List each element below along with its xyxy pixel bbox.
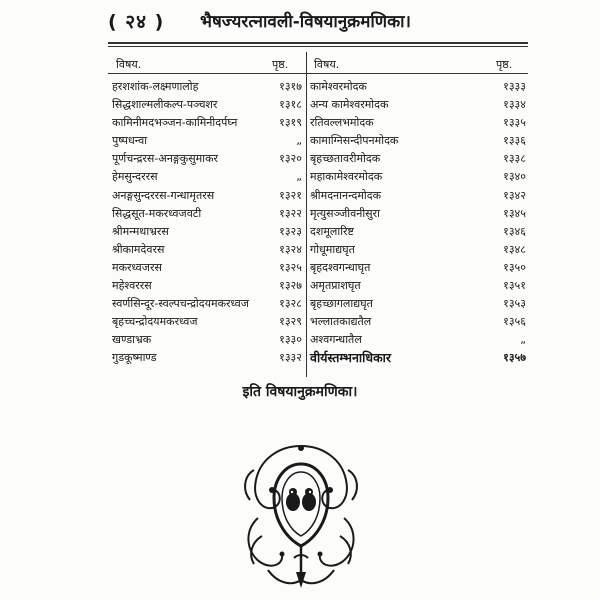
floral-vignette-icon — [238, 440, 364, 590]
contents-entry — [310, 150, 528, 168]
entry-page-number: १३२७ — [279, 279, 302, 293]
entry-title: मृत्युसञ्जीवनीसुरा — [310, 206, 380, 220]
top-rule — [108, 42, 528, 44]
entry-title: कामेश्वरमोदक — [310, 80, 367, 93]
entry-page-number: १३१७ — [279, 80, 302, 93]
entry-page-number: १३४० — [503, 170, 526, 184]
contents-entry — [310, 187, 528, 205]
contents-entry — [112, 223, 304, 241]
top-rule-thin — [108, 46, 528, 47]
entry-title: हेमसुन्दररस — [112, 170, 158, 184]
entry-title: बृहच्छागलाद्यघृत — [310, 297, 373, 311]
entry-page-number: १३२८ — [279, 297, 302, 311]
contents-entry — [112, 96, 304, 114]
contents-entry — [112, 259, 304, 277]
entry-title: बृहदश्वगन्धाघृत — [310, 260, 371, 274]
entry-page-number: १३४५ — [503, 206, 526, 220]
entry-page-number: १३२० — [279, 152, 302, 166]
entry-page-number: १३५३ — [503, 297, 526, 311]
entry-title: महेश्वररस — [112, 279, 152, 293]
entry-page-number: १३२३ — [279, 224, 302, 238]
right-contents-column — [310, 78, 528, 368]
contents-entry — [112, 187, 304, 205]
entry-title: अनङ्गसुन्दररस-गन्धामृतरस — [112, 188, 215, 202]
right-page-label: पृष्ठ. — [496, 58, 513, 71]
entry-title: अन्य कामेश्वरमोदक — [310, 98, 389, 112]
entry-title: सिद्धसूत-मकरध्वजवटी — [112, 206, 202, 220]
entry-page-number: „ — [296, 170, 302, 184]
entry-title: अश्वगन्धातैल — [310, 333, 362, 347]
entry-page-number: १३४२ — [503, 188, 526, 202]
entry-page-number: १३४८ — [503, 242, 526, 256]
contents-entry — [112, 277, 304, 295]
entry-page-number: १३२२ — [279, 206, 302, 220]
contents-entry — [112, 313, 304, 331]
contents-entry — [310, 277, 528, 295]
contents-entry — [310, 331, 528, 349]
entry-page-number: १३२५ — [279, 260, 302, 274]
contents-entry — [310, 223, 528, 241]
contents-entry — [112, 295, 304, 313]
entry-page-number: १३३८ — [503, 152, 526, 166]
contents-entry — [112, 78, 304, 96]
entry-page-number: १३३२ — [279, 351, 302, 365]
page-header — [108, 6, 528, 36]
contents-entry — [310, 259, 528, 277]
entry-title: वीर्यस्तम्भनाधिकार — [310, 350, 392, 366]
entry-title: श्रीकामदेवरस — [112, 242, 165, 256]
contents-entry — [112, 114, 304, 132]
left-subject-label: विषय. — [116, 58, 142, 71]
entry-page-number: १३५७ — [503, 351, 526, 365]
entry-page-number: „ — [520, 333, 526, 347]
contents-entry — [310, 349, 528, 367]
entry-page-number: १३२९ — [279, 315, 302, 329]
entry-page-number: १३३० — [279, 333, 302, 347]
left-page-label: पृष्ठ. — [272, 58, 289, 71]
entry-page-number: १३५६ — [503, 315, 526, 329]
contents-entry — [112, 241, 304, 259]
entry-title: भल्लातकाद्यतैल — [310, 315, 372, 329]
contents-entry — [112, 205, 304, 223]
contents-entry — [310, 205, 528, 223]
contents-entry — [310, 295, 528, 313]
entry-page-number: १३२४ — [279, 242, 302, 256]
entry-page-number: १३३३ — [503, 80, 526, 93]
contents-entry — [310, 114, 528, 132]
entry-title: मकरध्वजरस — [112, 260, 162, 274]
entry-title: दशमूलारिष्ट — [310, 224, 354, 238]
entry-title: श्रीमदनानन्दमोदक — [310, 188, 382, 202]
contents-entry — [310, 132, 528, 150]
entry-title: बृहच्छतावरीमोदक — [310, 152, 381, 166]
contents-entry — [112, 168, 304, 186]
contents-entry — [112, 349, 304, 367]
entry-title: श्रीमन्मथाभ्ररस — [112, 224, 169, 238]
header-underline — [108, 73, 528, 74]
contents-entry — [310, 241, 528, 259]
entry-title: कामिनीमदभञ्जन-कामिनीदर्पघ्न — [112, 116, 238, 130]
entry-page-number: १३३५ — [503, 116, 526, 130]
entry-page-number: १३५० — [503, 260, 526, 274]
entry-title: रतिवल्लभमोदक — [310, 116, 374, 130]
entry-page-number: १३१८ — [279, 98, 302, 112]
entry-title: अमृतप्राशघृत — [310, 279, 361, 293]
contents-entry — [310, 78, 528, 96]
entry-title: पूर्णचन्द्ररस-अनङ्गकुसुमाकर — [112, 152, 219, 166]
entry-title: महाकामेश्वरमोदक — [310, 170, 383, 184]
contents-entry — [112, 150, 304, 168]
entry-title: खण्डाभ्रक — [112, 333, 152, 347]
right-subject-label: विषय. — [314, 58, 340, 71]
column-divider — [306, 52, 307, 377]
entry-title: हरशशांक-लक्ष्मणालोह — [112, 80, 199, 93]
entry-title: सिद्धशाल्मलीकल्प-पञ्चशर — [112, 98, 218, 112]
entry-page-number: १३४६ — [503, 224, 526, 238]
entry-page-number: १३३६ — [503, 134, 526, 148]
entry-page-number: १३३४ — [503, 98, 526, 112]
contents-entry — [112, 331, 304, 349]
book-title: भैषज्यरत्नावली-विषयानुक्रमणिका। — [200, 12, 412, 32]
entry-title: बृहच्चन्द्रोदयमकरध्वज — [112, 315, 198, 329]
entry-title: गुडकूष्माण्ड — [112, 351, 157, 365]
entry-page-number: „ — [296, 134, 302, 148]
entry-title: पुष्पधन्वा — [112, 134, 148, 148]
closing-line: इति विषयानुक्रमणिका। — [242, 384, 358, 400]
entry-page-number: १३५१ — [503, 279, 526, 293]
entry-title: स्वर्णसिन्दूर-स्वल्पचन्द्रोदयमकरध्वज — [112, 297, 249, 311]
contents-entry — [310, 96, 528, 114]
page-number: ( २४ ) — [108, 11, 165, 33]
contents-entry — [112, 132, 304, 150]
entry-title: गोधूमाद्यघृत — [310, 242, 355, 256]
entry-page-number: १३१९ — [279, 116, 302, 130]
vignette-graphic — [238, 440, 364, 590]
contents-entry — [310, 313, 528, 331]
entry-title: कामाग्निसन्दीपनमोदक — [310, 134, 399, 148]
entry-page-number: १३२१ — [279, 188, 302, 202]
contents-entry — [310, 168, 528, 186]
left-contents-column — [112, 78, 304, 368]
